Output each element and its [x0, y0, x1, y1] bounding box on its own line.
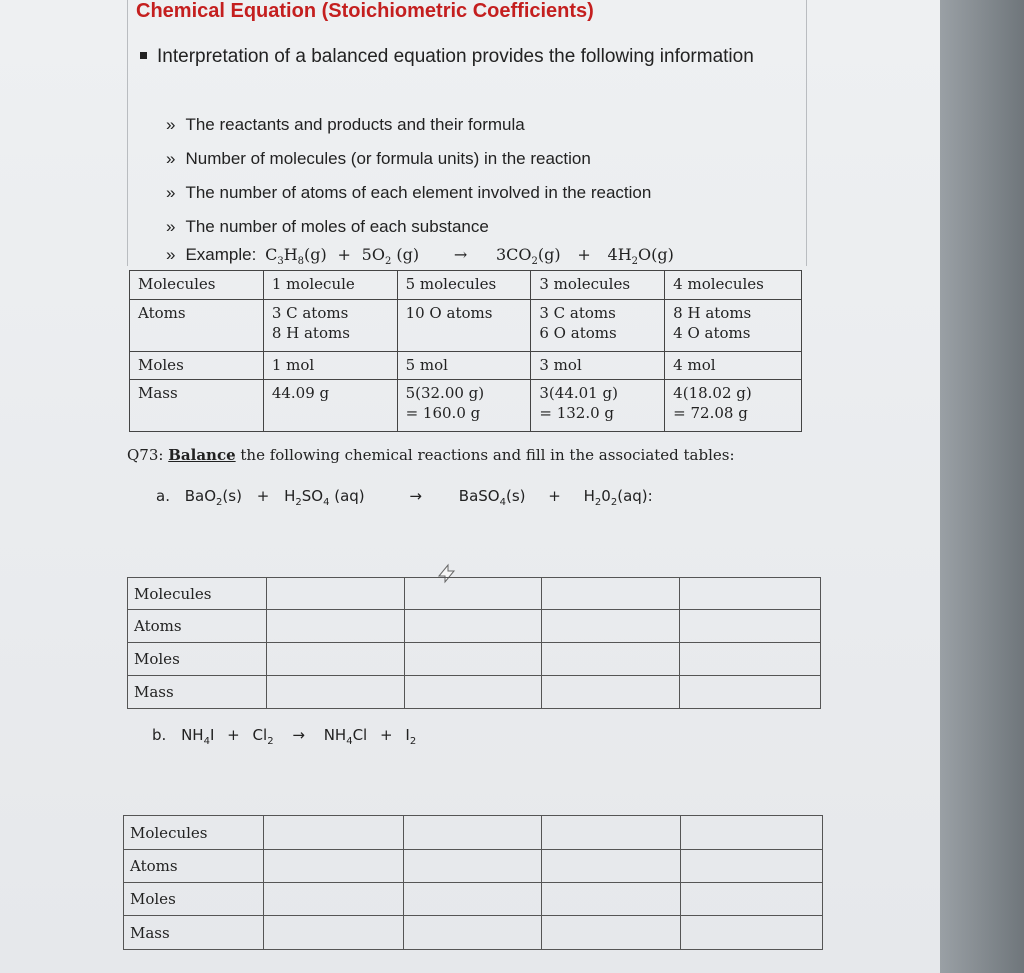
- sub-bullet: » Number of molecules (or formula units) in the reaction: [166, 149, 591, 168]
- intro-text: Interpretation of a balanced equation provides the following information: [157, 46, 754, 67]
- reaction-a-table: [127, 577, 821, 709]
- table-row: Molecules 1 molecule 5 molecules 3 molecules 4 molecules: [130, 271, 802, 300]
- sub-bullet: » The reactants and products and their formula: [166, 115, 525, 134]
- table-row: Molecules: [128, 578, 821, 610]
- question-heading: Q73: Balance the following chemical reactions and fill in the associated tables:: [127, 446, 735, 464]
- table-row: Molecules: [124, 816, 823, 850]
- table-row: Mass: [124, 916, 823, 950]
- table-row: Atoms: [124, 850, 823, 883]
- sub-bullet: » The number of moles of each substance: [166, 217, 489, 236]
- table-row: Moles: [124, 883, 823, 916]
- intro-bullet: [140, 38, 800, 75]
- table-row: Moles: [128, 643, 821, 676]
- reaction-b: b. $NH_4I + Cl_2 \to NH_4Cl + I_2$: [152, 726, 417, 747]
- reaction-b-table: [123, 815, 823, 950]
- table-row: Atoms: [128, 610, 821, 643]
- sub-bullet: » The number of atoms of each element involved in the reaction: [166, 183, 652, 202]
- table-row: Atoms 3 C atoms 8 H atoms 10 O atoms 3 C atoms 6 O atoms 8 H atoms 4 O atoms: [130, 300, 802, 352]
- example-table: [129, 270, 802, 432]
- reaction-a: a. $BaO_2(s) + H_2SO_4$ (aq) → BaSO$_4$(s) + $H_20_2(aq)$:: [156, 487, 653, 508]
- table-row: Mass 44.09 g 5(32.00 g) = 160.0 g 3(44.01 g) = 132.0 g 4(18.02 g) = 72.08 g: [130, 380, 802, 432]
- table-row: Moles 1 mol 5 mol 3 mol 4 mol: [130, 352, 802, 380]
- table-row: Mass: [128, 676, 821, 709]
- square-bullet-icon: [140, 52, 147, 59]
- background-edge: [940, 0, 1024, 973]
- slide-title: Chemical Equation (Stoichiometric Coefficients): [136, 0, 594, 22]
- example-equation: » Example: $C_3H_8(g) + 5O_2$ $(g) \to 3CO_2(g) + 4H_2O(g)$: [166, 245, 674, 268]
